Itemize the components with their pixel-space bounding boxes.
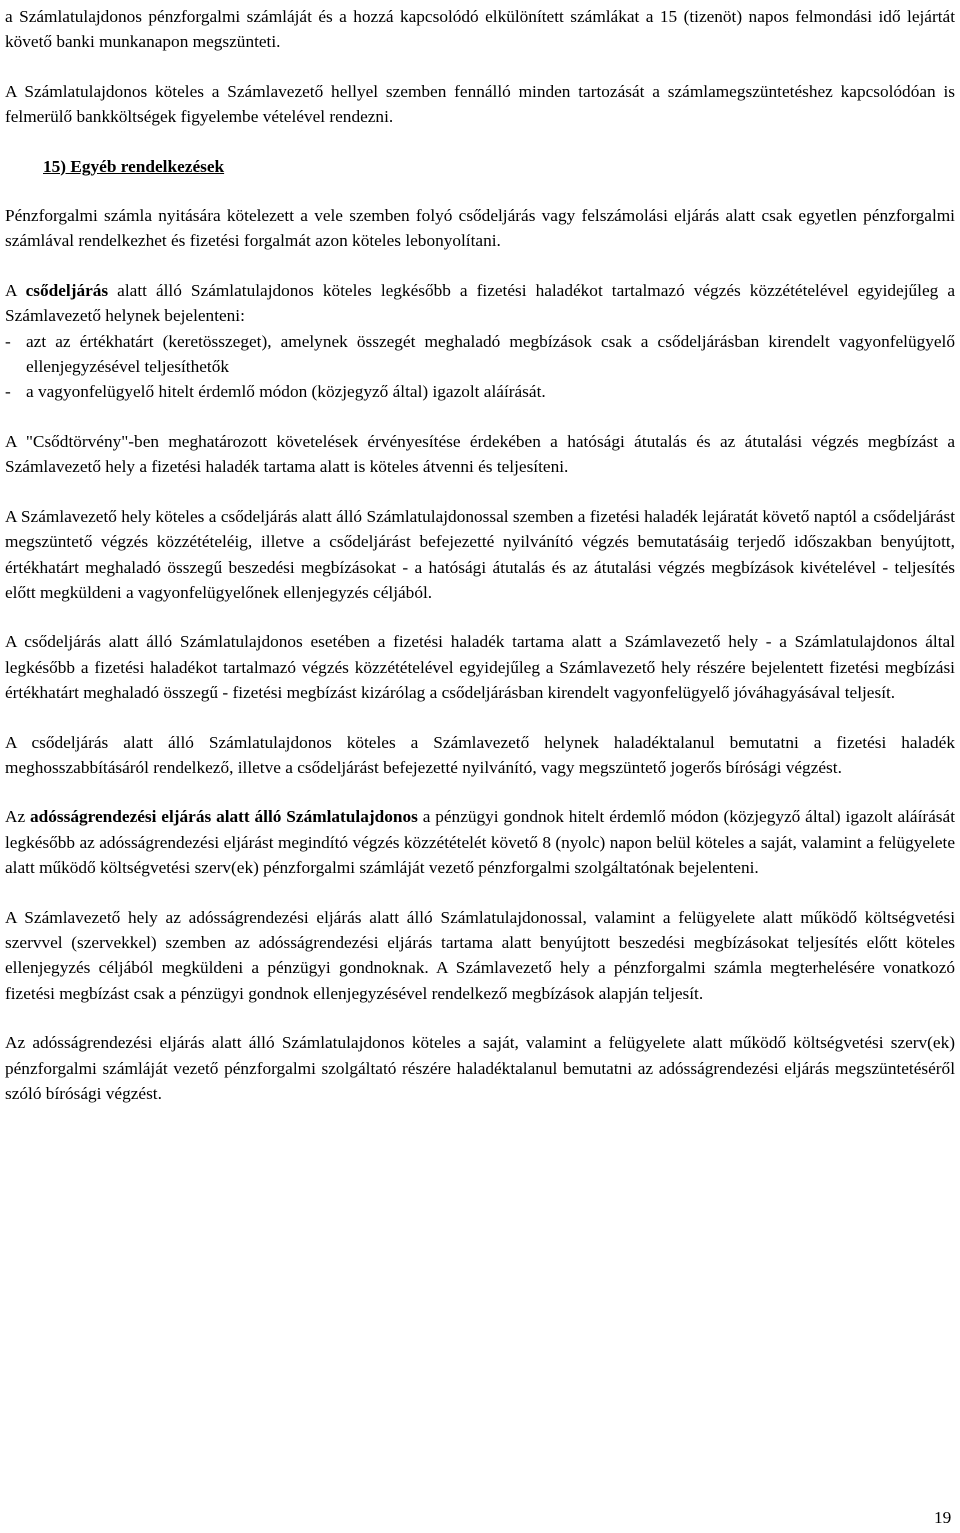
paragraph-account-termination: a Számlatulajdonos pénzforgalmi számláját és a hozzá kapcsolódó elkülönített számlákat a 15 (tizenöt) napos felmondási idő lejártát követő banki munkanapon megszünteti. [5,7,955,52]
notice-list [5,329,955,405]
bold-term: adósságrendezési eljárás alatt álló Számlatulajdonos [30,807,418,827]
text-run: Az [5,807,31,827]
paragraph-termination-order: Az adósságrendezési eljárás alatt álló Számlatulajdonos köteles a saját, valamint a felügyelete alatt működő költségvetési szerv(ek) pénzforgalmi számláját vezető pénzforgalmi szolgáltató részére haladéktalanul bemutatni az adósságrendezési eljárás megszüntetéséről szóló bírósági végzést. [5,1033,955,1103]
list-item [5,329,955,380]
bold-term: csődeljárás [25,280,109,300]
paragraph-debt-adjustment [5,804,955,880]
paragraph-court-order: A csődeljárás alatt álló Számlatulajdonos köteles a Számlavezető helynek haladéktalanul bemutatni a fizetési haladék meghosszabbításáról rendelkező, illetve a csődeljárást befejezetté nyilvánító, vagy megszüntető jogerős bírósági végzést. [5,732,955,777]
list-dash: - [5,382,11,402]
text-run: a pénzügyi gondnok hitelt érdemlő módon (közjegyző által) igazolt aláírását legkésőbb az adósságrendezési eljárást megindító végzés közzétételét követő 8 (nyolc) napon belül köteles a saját, valamint a felügyelete alatt működő költségvetési szerv(ek) pénzforgalmi számláját vezető pénzforgalmi szolgáltatónak bejelenteni. [5,807,956,878]
text-run: alatt álló Számlatulajdonos köteles legkésőbb a fizetési haladékot tartalmazó végzés közzétételével egyidejűleg a Számlavezető helynek bejelenteni: [5,280,955,326]
list-item-text: azt az értékhatárt (keretösszeget), amelynek összegét meghaladó megbízások csak a csődeljárásban kirendelt vagyonfelügyelő ellenjegyzésével teljesíthetők [26,331,955,377]
text-run: A [5,280,26,300]
paragraph-single-account: Pénzforgalmi számla nyitására kötelezett a vele szemben folyó csődeljárás vagy felszámolási eljárás alatt csak egyetlen pénzforgalmi számlával rendelkezhet és fizetési forgalmát azon köteles lebonyolítani. [5,206,955,251]
list-item-text: a vagyonfelügyelő hitelt érdemlő módon (közjegyző által) igazolt aláírását. [26,382,546,402]
paragraph-financial-trustee: A Számlavezető hely az adósságrendezési eljárás alatt álló Számlatulajdonossal, valamint a felügyelete alatt működő költségvetési szervvel (szervekkel) szemben az adósságrendezési eljárás tartama alatt benyújtott beszedési megbízásokat teljesítés előtt köteles ellenjegyzés céljából megküldeni a pénzügyi gondnoknak. A Számlavezető hely a pénzforgalmi számla megterhelésére vonatkozó fizetési megbízást csak a pénzügyi gondnok ellenjegyzésével rendelkező megbízások alapján teljesít. [5,907,955,1003]
document-page [5,4,955,1130]
paragraph-debt-settlement: A Számlatulajdonos köteles a Számlavezető hellyel szemben fennálló minden tartozását a számlamegszüntetéshez kapcsolódóan is felmerülő bankköltségek figyelembe vételével rendezni. [5,81,955,127]
paragraph-collection-orders: A Számlavezető hely köteles a csődeljárás alatt álló Számlatulajdonossal szemben a fizetési haladék lejáratát követő naptól a csődeljárást megszüntető végzés közzétételéig, illetve a csődeljárást befejezetté nyilvánító végzés bemutatásáig terjedő időszakban benyújtott, értékhatárt meghaladó összegű beszedési megbízásokat - a hatósági átutalás és az átutalási végzés megbízások kivételével - teljesítés előtt megküldeni a vagyonfelügyelőnek ellenjegyzés céljából. [5,506,955,602]
paragraph-payment-moratorium: A csődeljárás alatt álló Számlatulajdonos esetében a fizetési haladék tartama alatt a Számlavezető hely - a Számlatulajdonos által legkésőbb a fizetési haladékot tartalmazó végzés közzétételével egyidejűleg a Számlavezető hely részére bejelentett fizetési megbízási értékhatárt meghaladó összegű - fizetési megbízást kizárólag a csődeljárásban kirendelt vagyonfelügyelő jóváhagyásával teljesít. [5,632,955,703]
page-number: 19 [934,1508,952,1527]
section-heading: 15) Egyéb rendelkezések [43,156,225,176]
paragraph-bankruptcy-law: A "Csődtörvény"-ben meghatározott követelések érvényesítése érdekében a hatósági átutalás és az átutalási végzés megbízást a Számlavezető hely a fizetési haladék tartama alatt is köteles átvenni és teljesíteni. [5,431,955,477]
list-dash: - [5,331,11,351]
paragraph-bankruptcy-notice [5,278,955,329]
list-item [5,379,955,404]
